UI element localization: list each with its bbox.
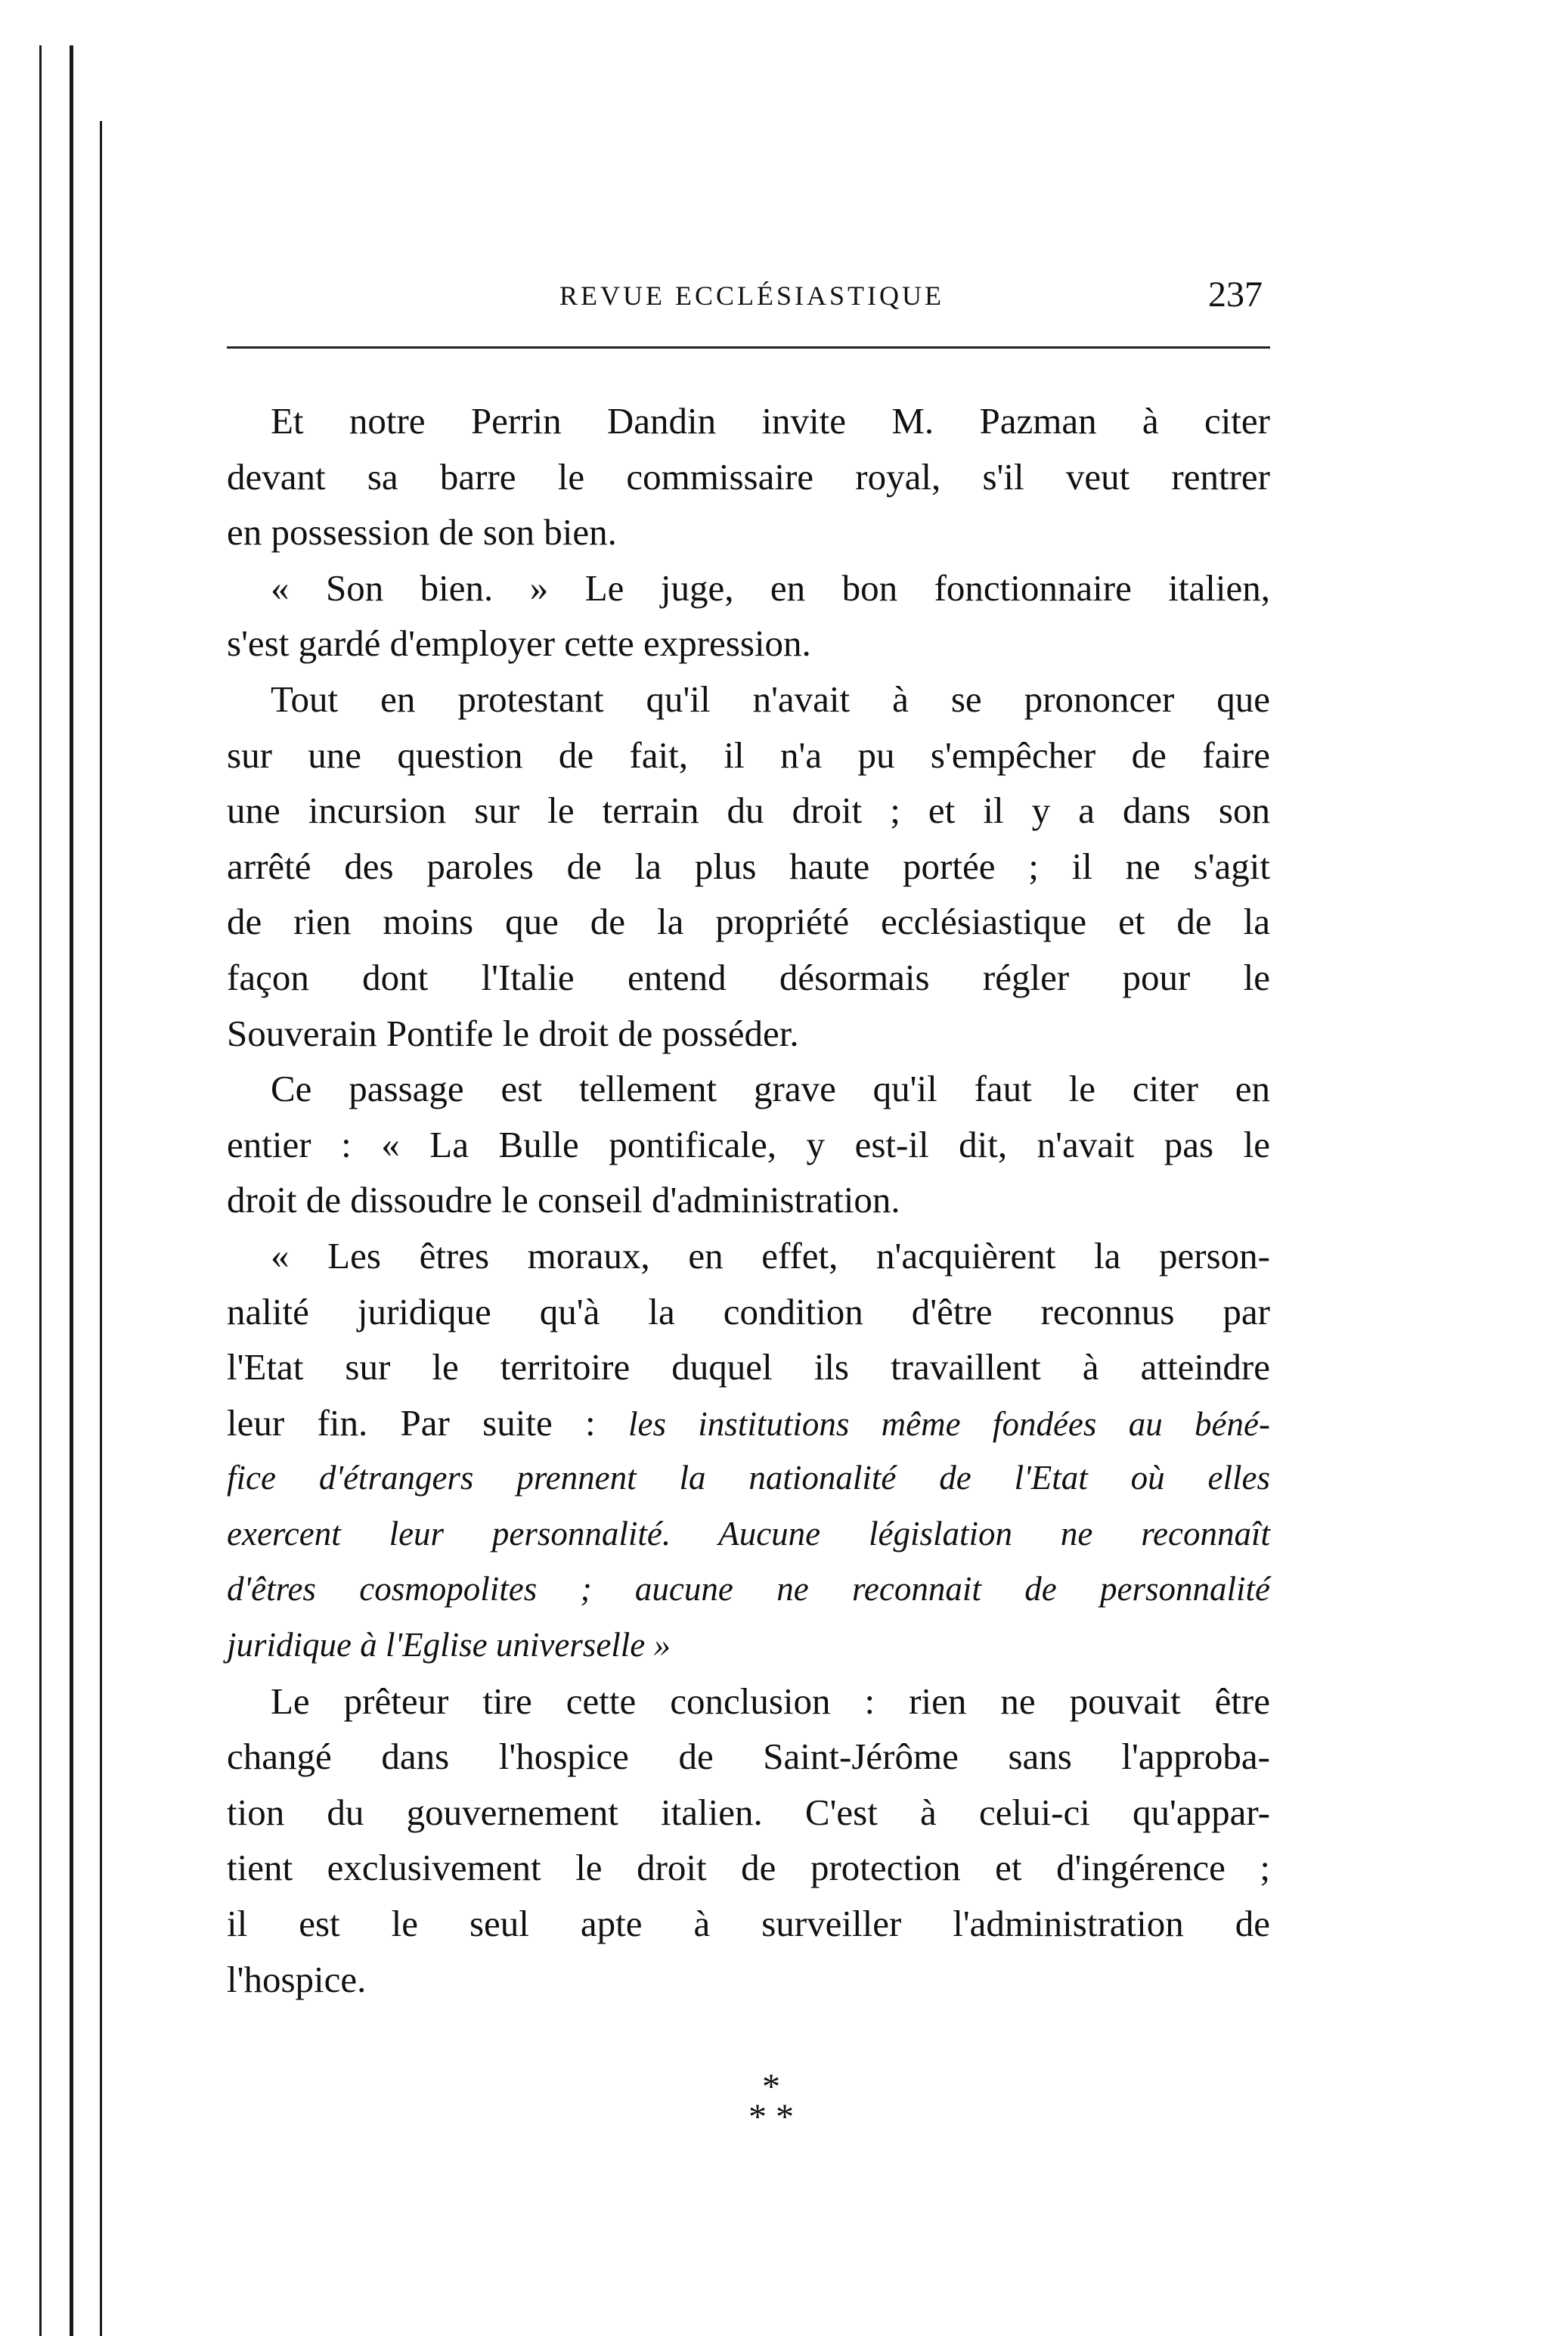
text-line: arrêté des paroles de la plus haute portée ; il ne s'agit <box>227 845 1270 887</box>
running-head <box>227 274 1270 319</box>
text-line: juridique à l'Eglise universelle » <box>227 1626 671 1664</box>
running-title: REVUE ECCLÉSIASTIQUE <box>559 281 944 311</box>
binding-edge-line <box>39 45 42 2336</box>
text-line: sur une question de fait, il n'a pu s'empêcher de faire <box>227 734 1270 776</box>
text-line: entier : « La Bulle pontificale, y est-il dit, n'avait pas le <box>227 1123 1270 1165</box>
text-line: d'êtres cosmopolites ; aucune ne reconnait de personnalité <box>227 1570 1270 1609</box>
text-line: en possession de son bien. <box>227 511 617 554</box>
text-line: exercent leur personnalité. Aucune législation ne reconnaît <box>227 1514 1270 1553</box>
text-line: « Les êtres moraux, en effet, n'acquièrent la person- <box>271 1234 1270 1277</box>
header-rule <box>227 346 1270 349</box>
text-line: tient exclusivement le droit de protection et d'ingérence ; <box>227 1847 1270 1889</box>
text-line: « Son bien. » Le juge, en bon fonctionnaire italien, <box>271 566 1270 609</box>
body-text <box>227 393 1270 2007</box>
text-line: droit de dissoudre le conseil d'administration. <box>227 1179 900 1221</box>
binding-edge-line <box>100 121 102 2336</box>
text-line: Le prêteur tire cette conclusion : rien ne pouvait être <box>271 1680 1270 1722</box>
text-line: Tout en protestant qu'il n'avait à se prononcer que <box>271 678 1270 720</box>
text-line: il est le seul apte à surveiller l'administration de <box>227 1903 1270 1945</box>
text-line: fice d'étrangers prennent la nationalité de l'Etat où elles <box>227 1459 1270 1497</box>
text-line: façon dont l'Italie entend désormais régler pour le <box>227 956 1270 998</box>
text-line: devant sa barre le commissaire royal, s'il veut rentrer <box>227 455 1270 498</box>
asterism-bottom: * * <box>748 2097 794 2137</box>
text-line: Souverain Pontife le droit de posséder. <box>227 1012 799 1054</box>
text-line: de rien moins que de la propriété ecclésiastique et de la <box>227 901 1270 943</box>
text-line <box>227 1395 1270 1451</box>
text-line: tion du gouvernement italien. C'est à celui-ci qu'appar- <box>227 1791 1270 1833</box>
text-line: l'hospice. <box>227 1958 367 2000</box>
text-line-italic: les institutions même fondées au béné- <box>628 1404 1270 1443</box>
text-line: changé dans l'hospice de Saint-Jérôme sans l'approba- <box>227 1736 1270 1778</box>
text-line-roman: leur fin. Par suite : <box>227 1401 628 1444</box>
text-line: s'est gardé d'employer cette expression. <box>227 622 811 665</box>
text-line: l'Etat sur le territoire duquel ils travaillent à atteindre <box>227 1346 1270 1388</box>
binding-edge-line <box>70 45 73 2336</box>
text-line: Ce passage est tellement grave qu'il faut le citer en <box>271 1068 1270 1110</box>
asterism-top: * <box>762 2067 780 2107</box>
page-number: 237 <box>1208 275 1263 315</box>
text-line: une incursion sur le terrain du droit ; et il y a dans son <box>227 790 1270 832</box>
text-line: nalité juridique qu'à la condition d'être reconnus par <box>227 1290 1270 1332</box>
text-line: Et notre Perrin Dandin invite M. Pazman à citer <box>271 400 1270 442</box>
section-break-asterism <box>726 2067 817 2140</box>
